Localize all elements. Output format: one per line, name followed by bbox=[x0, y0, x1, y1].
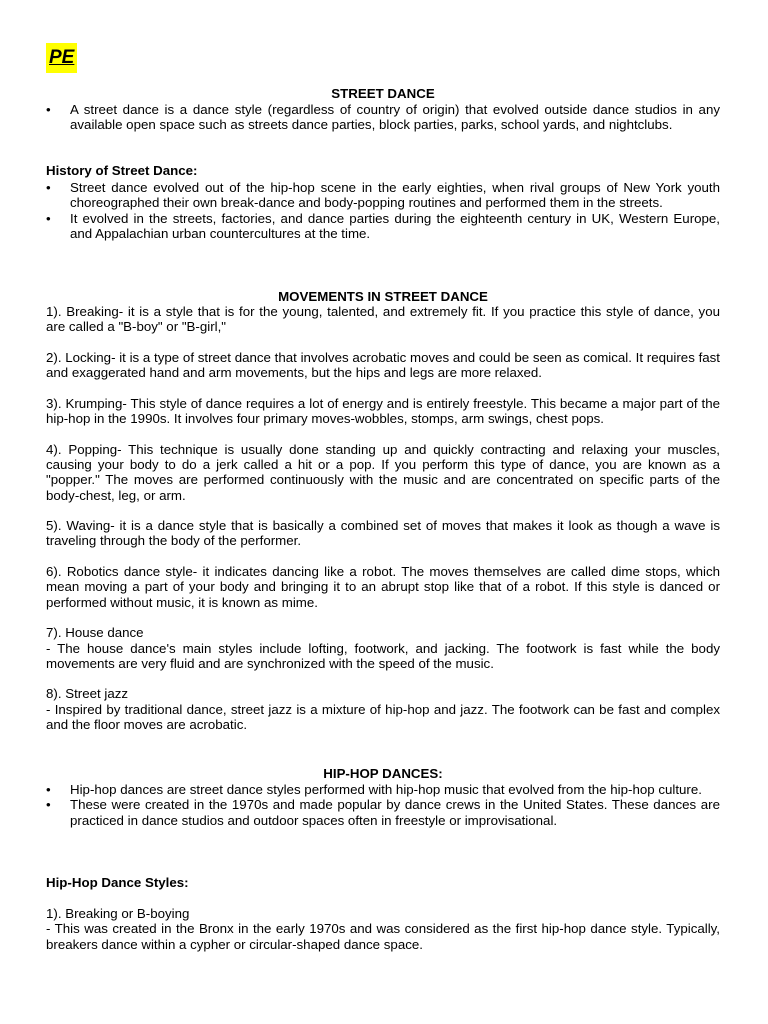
movements-heading: MOVEMENTS IN STREET DANCE bbox=[278, 289, 488, 304]
history-heading: History of Street Dance: bbox=[46, 163, 198, 178]
breaking-title: 1). Breaking or B-boying bbox=[46, 906, 190, 921]
hiphop-bullets bbox=[46, 782, 720, 828]
bullet-item: • Hip-hop dances are street dance styles performed with hip-hop music that evolved from the hip-hop culture. bbox=[46, 782, 720, 797]
house-dance-title: 7). House dance bbox=[46, 625, 144, 641]
movements-list bbox=[46, 304, 720, 732]
hiphop-styles-heading: Hip-Hop Dance Styles: bbox=[46, 875, 189, 890]
street-dance-bullets bbox=[46, 102, 720, 133]
street-jazz-title: 8). Street jazz bbox=[46, 686, 129, 702]
history-bullets bbox=[46, 180, 720, 241]
movement-item: 5). Waving- it is a dance style that is basically a combined set of moves that makes it look as though a wave is traveling through the body of the performer. bbox=[46, 518, 720, 549]
house-dance-text: - The house dance's main styles include lofting, footwork, and jacking. The footwork is fast while the body movements are very fluid and are synchronized with the speed of the music. bbox=[46, 640, 720, 671]
bullet-item: • Street dance evolved out of the hip-hop scene in the early eighties, when rival groups of New York youth choreographed their own break-dance and body-popping routines and performed them in the streets. bbox=[46, 180, 720, 211]
movement-item: 2). Locking- it is a type of street dance that involves acrobatic moves and could be seen as comical. It requires fast and exaggerated hand and arm movements, but the hips and legs are more relaxed. bbox=[46, 349, 720, 381]
movement-item: 6). Robotics dance style- it indicates dancing like a robot. The moves themselves are called dime stops, which mean moving a part of your body and bringing it to an abrupt stop like that of a robot. If this style is danced or performed without music, it is known as mime. bbox=[46, 564, 720, 610]
bullet-item: • These were created in the 1970s and made popular by dance crews in the United States. These dances are practiced in dance studios and outdoor spaces often in freestyle or improvisational. bbox=[46, 797, 720, 828]
street-jazz-text: - Inspired by traditional dance, street jazz is a mixture of hip-hop and jazz. The footwork can be fast and complex and the floor moves are acrobatic. bbox=[46, 701, 720, 733]
pe-badge: PE bbox=[46, 43, 77, 73]
movement-item: 1). Breaking- it is a style that is for the young, talented, and extremely fit. If you practice this style of dance, you are called a "B-boy" or "B-girl," bbox=[46, 304, 720, 335]
breaking-text: - This was created in the Bronx in the early 1970s and was considered as the first hip-hop dance style. Typically, breakers dance within a cypher or circular-shaped dance space. bbox=[46, 921, 720, 952]
hiphop-styles-list bbox=[46, 906, 720, 952]
movement-item: 4). Popping- This technique is usually done standing up and quickly contracting and relaxing your muscles, causing your body to do a jerk called a hit or a pop. If you perform this type of dance, you are known as a "popper." The moves are performed continuously with the music and are concentrated on specific parts of the body-chest, leg, or arm. bbox=[46, 441, 720, 503]
bullet-item: • A street dance is a dance style (regardless of country of origin) that evolved outside dance studios in any available open space such as streets dance parties, block parties, parks, school yards, and nightclubs. bbox=[46, 102, 720, 133]
street-dance-heading: STREET DANCE bbox=[331, 86, 435, 101]
hiphop-heading: HIP-HOP DANCES: bbox=[323, 766, 443, 781]
bullet-item: • It evolved in the streets, factories, and dance parties during the eighteenth century in UK, Western Europe, and Appalachian urban countercultures at the time. bbox=[46, 211, 720, 242]
movement-item: 3). Krumping- This style of dance requires a lot of energy and is entirely freestyle. This became a major part of the hip-hop in the 1990s. It involves four primary moves-wobbles, stomps, arm swings, chest pops. bbox=[46, 395, 720, 427]
